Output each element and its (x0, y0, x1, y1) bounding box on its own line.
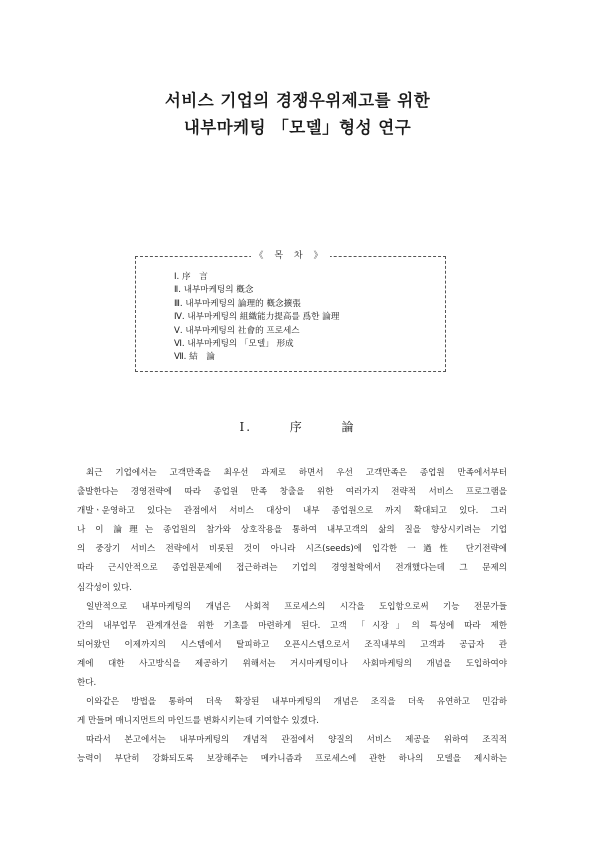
paragraph-line: 한다. (77, 678, 97, 689)
table-of-contents-box (135, 251, 446, 372)
toc-item: Ⅵ. 내부마케팅의 「모델」 形成 (174, 339, 294, 350)
paragraph-line: 따라 근시안적으로 종업원문제에 접근하려는 기업의 경영철학에서 전개했다는데 그 문제의 (77, 563, 507, 574)
paragraph-line: 능력이 부단히 강화되도록 보장해주는 메카니즘과 프로세스에 관한 하나의 모델을 제시하는 (77, 754, 507, 765)
paragraph (77, 598, 507, 693)
section-title-part-1: 序 (289, 420, 304, 434)
paper-title-line-1: 서비스 기업의 경쟁우위제고를 위한 (164, 91, 431, 110)
paragraph-line: 심각성이 있다. (77, 582, 132, 593)
toc-item: Ⅶ. 結 論 (174, 352, 215, 363)
body-text (77, 464, 507, 770)
paragraph-line: 나 이 論理는 종업원의 참가와 상호작용을 통하여 내부고객의 삶의 질을 향상시키려는 기업 (77, 525, 507, 536)
paragraph-line: 간의 내부업무 관계개선을 위한 기초를 마련하게 된다. 고객 「시장」의 특성에 따라 제한 (77, 620, 507, 631)
toc-item: Ⅴ. 내부마케팅의 社會的 프로세스 (174, 325, 300, 336)
section-title-part-2: 論 (341, 420, 356, 434)
paragraph-line: 되어왔던 이제까지의 시스템에서 탈피하고 오픈시스템으로서 조직내부의 고객과 공급자 관 (77, 639, 507, 650)
toc-heading: 《 목 차 》 (136, 250, 445, 262)
paragraph-line: 개발ㆍ운영하고 있다는 관점에서 서비스 대상이 내부 종업원으로 까지 확대되고 있다. 그러 (77, 506, 507, 517)
paragraph-line: 게 만들며 매니지먼트의 마인드를 변화시키는데 기여할수 있겠다. (77, 716, 319, 727)
paragraph-line: 일반적으로 내부마케팅의 개념은 사회적 프로세스의 시각을 도입함으로써 기능 전문가들 (86, 601, 507, 612)
paragraph (77, 731, 507, 769)
paragraph (77, 693, 507, 731)
toc-item: Ⅲ. 내부마케팅의 論理的 槪念擴張 (174, 298, 301, 309)
toc-list (174, 271, 339, 365)
paragraph-line: 이와같은 방법을 통하여 더욱 확장된 내부마케팅의 개념은 조직을 더욱 유연하고 민감하 (86, 697, 507, 708)
paragraph-line: 의 중장기 서비스 전략에서 비롯된 것이 아니라 시즈(seeds)에 입각한 一過性 단기전략에 (77, 544, 507, 555)
paragraph (77, 464, 507, 598)
toc-item: Ⅰ. 序 言 (174, 272, 208, 282)
toc-item: Ⅳ. 내부마케팅의 組織能力提高를 爲한 論理 (174, 312, 340, 323)
paragraph-line: 따라서 본고에서는 내부마케팅의 개념적 관점에서 양질의 서비스 제공을 위하여 조직적 (86, 735, 507, 746)
paragraph-line: 출발한다는 경영전략에 따라 종업원 만족 창출을 위한 여러가지 전략적 서비스 프로그램을 (77, 487, 507, 498)
section-number: Ⅰ. (239, 420, 253, 434)
toc-item: Ⅱ. 내부마케팅의 槪念 (174, 285, 254, 296)
paragraph-line: 계에 대한 사고방식을 제공하기 위해서는 거시마케팅이나 사회마케팅의 개념을 도입하여야 (77, 658, 507, 669)
section-heading (0, 418, 595, 435)
paper-title-line-2: 내부마케팅 「모델」형성 연구 (183, 118, 412, 137)
paragraph-line: 최근 기업에서는 고객만족을 최우선 과제로 하면서 우선 고객만족은 종업원 만족에서부터 (86, 468, 507, 478)
